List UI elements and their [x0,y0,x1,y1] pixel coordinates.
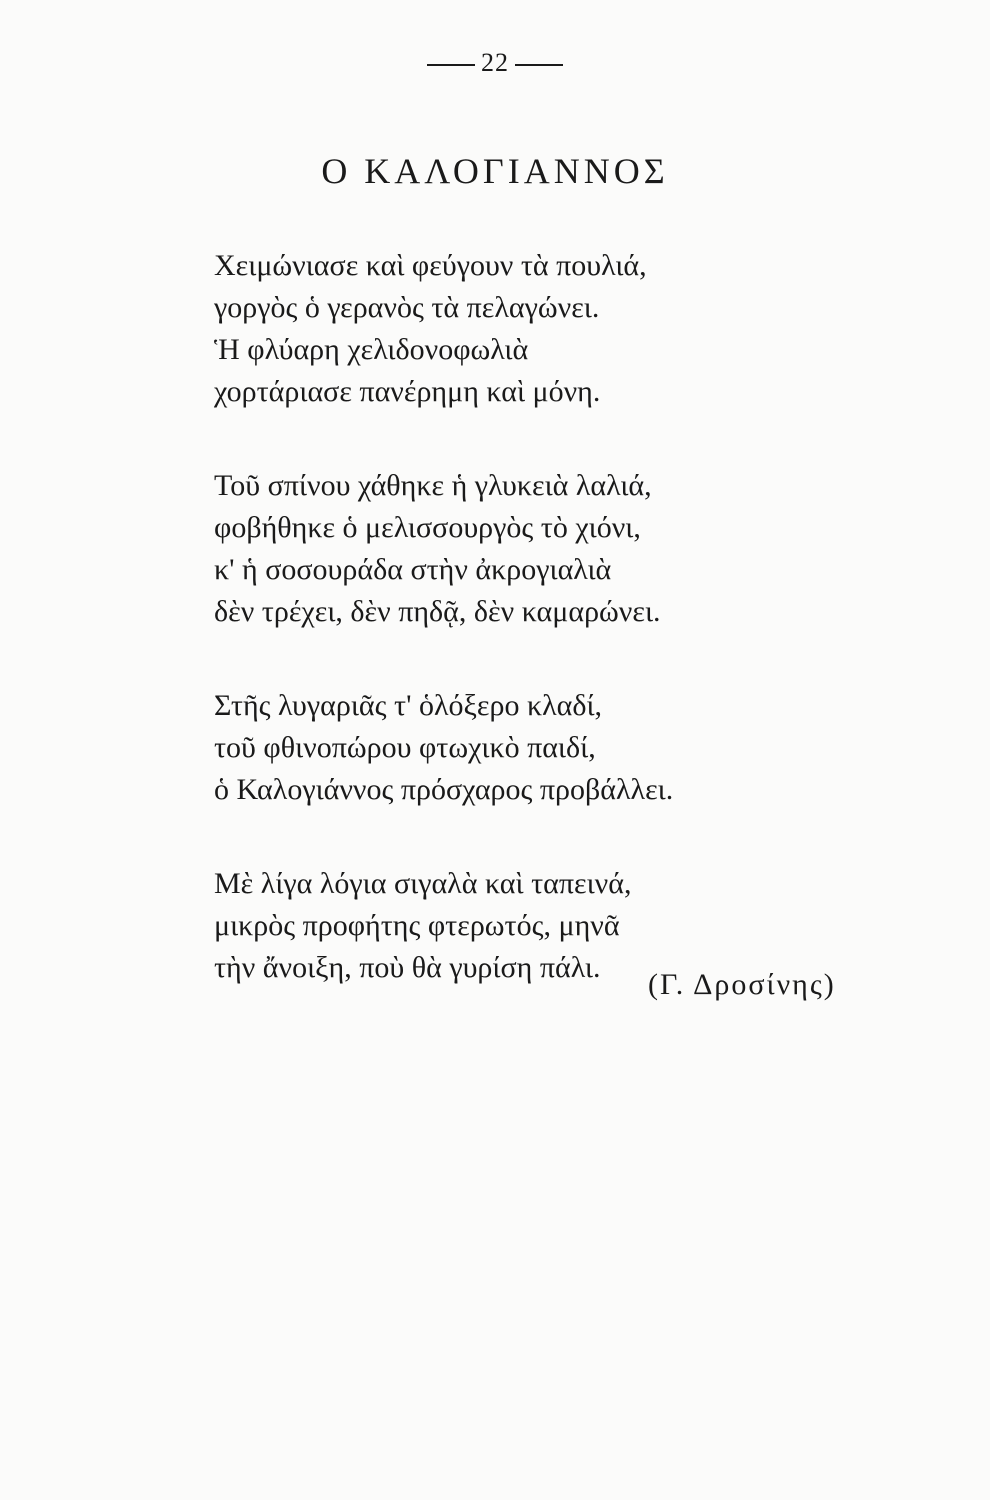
poem-line: Ἡ φλύαρη χελιδονοφωλιὰ [214,333,529,366]
left-dash [427,64,475,66]
page-header [0,48,990,78]
poem-line: μικρὸς προφήτης φτερωτός, μηνᾶ [214,909,620,942]
author-signature: (Γ. Δροσίνης) [648,968,836,1001]
poem-line: χορτάριασε πανέρημη καὶ μόνη. [214,375,601,408]
page-number: 22 [481,48,509,77]
poem-title: Ο ΚΑΛΟΓΙΑΝΝΟΣ [321,151,669,191]
stanza-1 [214,245,834,413]
poem-line: κ' ἡ σοσουράδα στὴν ἀκρογιαλιὰ [214,553,612,586]
poem-line: ὁ Καλογιάννος πρόσχαρος προβάλλει. [214,773,674,806]
poem-line: φοβήθηκε ὁ μελισσουργὸς τὸ χιόνι, [214,511,641,544]
poem-line: δὲν τρέχει, δὲν πηδᾷ, δὲν καμαρώνει. [214,595,661,628]
poem-line: Χειμώνιασε καὶ φεύγουν τὰ πουλιά, [214,249,647,282]
poem-line: τοῦ φθινοπώρου φτωχικὸ παιδί, [214,731,596,764]
stanza-2 [214,465,834,633]
poem-line: γοργὸς ὁ γερανὸς τὰ πελαγώνει. [214,291,600,324]
poem-line: Στῆς λυγαριᾶς τ' ὁλόξερο κλαδί, [214,689,603,722]
poem-line: τὴν ἄνοιξη, ποὺ θὰ γυρίση πάλι. [214,951,601,984]
poem-body [214,245,834,1041]
poem-line: Τοῦ σπίνου χάθηκε ἡ γλυκειὰ λαλιά, [214,469,652,502]
poem-line: Μὲ λίγα λόγια σιγαλὰ καὶ ταπεινά, [214,867,632,900]
stanza-3 [214,685,834,811]
right-dash [515,64,563,66]
